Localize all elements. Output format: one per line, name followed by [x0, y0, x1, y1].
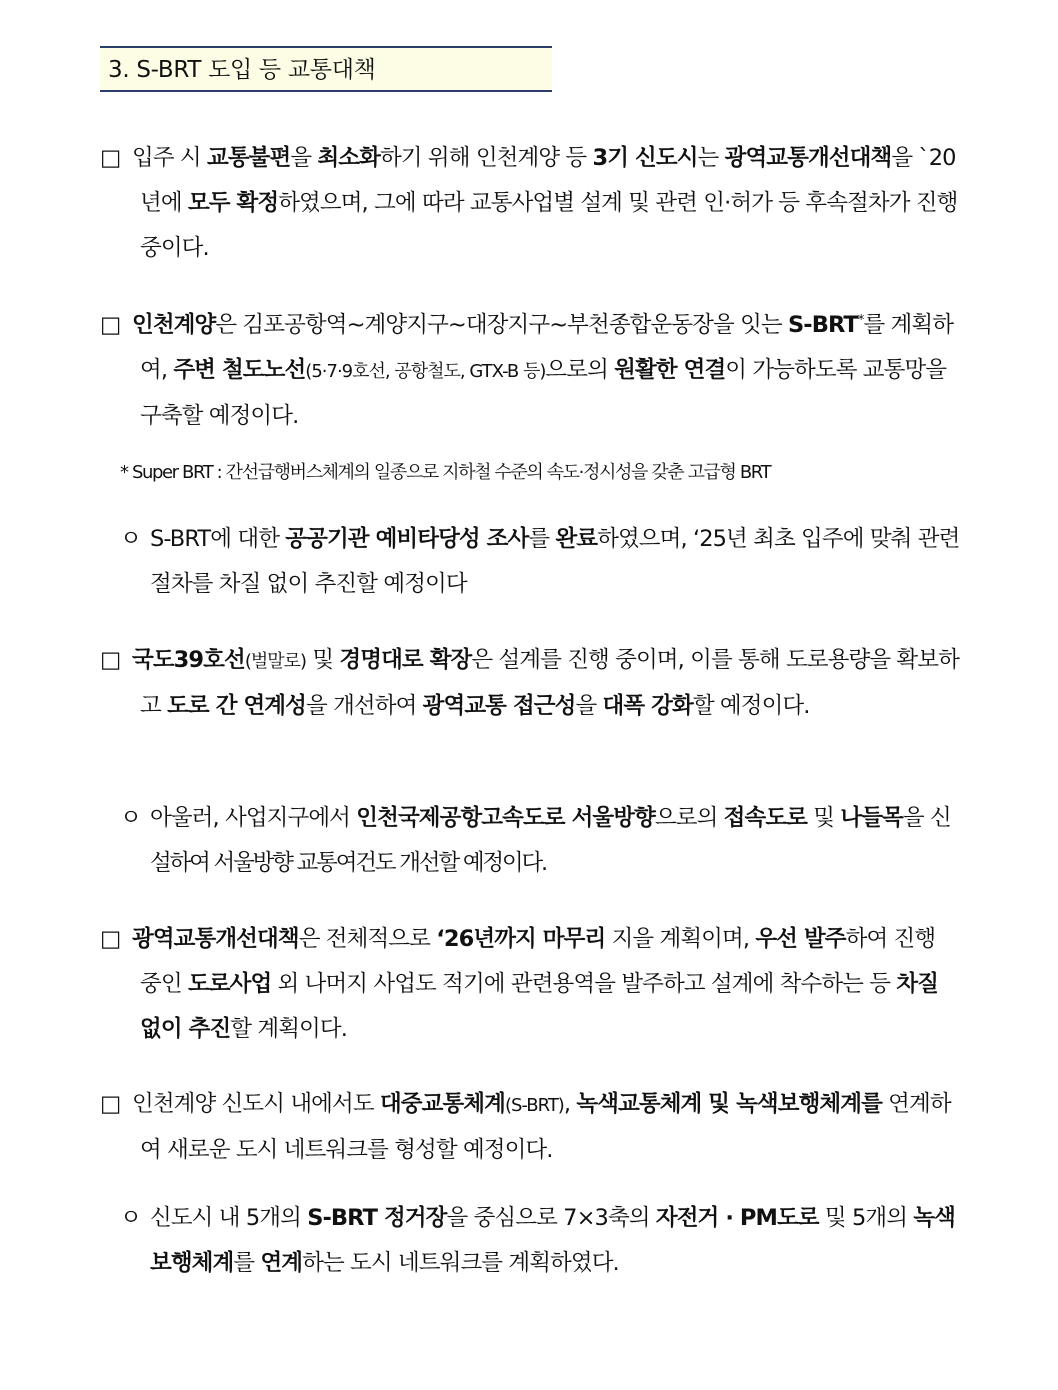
sub-item-sbrt-stations: ㅇ 신도시 내 5개의 S-BRT 정거장을 중심으로 7×3축의 자전거 · PM도로 및 5개의 녹색보행체계를 연계하는 도시 네트워크를 계획하였다.: [108, 1196, 962, 1286]
sub-item-airport-expressway: ㅇ 아울러, 사업지구에서 인천국제공항고속도로 서울방향으로의 접속도로 및 나들목을 신설하여 서울방향 교통여건도 개선할 예정이다.: [108, 796, 962, 886]
checkbox-bullet: □: [100, 145, 121, 171]
checkbox-bullet: □: [100, 1091, 121, 1117]
paragraph-road-expansion: □ 국도39호선(벌말로) 및 경명대로 확장은 설계를 진행 중이며, 이를 통해 도로용량을 확보하고 도로 간 연계성을 개선하여 광역교통 접근성을 대폭 강화할 예정이다.: [100, 638, 962, 729]
checkbox-bullet: □: [100, 312, 121, 338]
sub-item-sbrt-feasibility: ㅇ S-BRT에 대한 공공기관 예비타당성 조사를 완료하였으며, ‘25년 최초 입주에 맞춰 관련 절차를 차질 없이 추진할 예정이다: [108, 517, 962, 607]
footnote-super-brt: * Super BRT : 간선급행버스체계의 일종으로 지하철 수준의 속도·정시성을 갖춘 고급형 BRT: [120, 462, 771, 483]
checkbox-bullet: □: [100, 647, 121, 673]
checkbox-bullet: □: [100, 926, 121, 952]
paragraph-green-network: □ 인천계양 신도시 내에서도 대중교통체계(S-BRT), 녹색교통체계 및 녹색보행체계를 연계하여 새로운 도시 네트워크를 형성할 예정이다.: [100, 1082, 962, 1173]
paragraph-improvement-schedule: □ 광역교통개선대책은 전체적으로 ‘26년까지 마무리 지을 계획이며, 우선 발주하여 진행 중인 도로사업 외 나머지 사업도 적기에 관련용역을 발주하고 설계에 착수하는 등 차질 없이 추진할 계획이다.: [100, 917, 962, 1052]
circle-bullet: ㅇ: [120, 526, 141, 552]
circle-bullet: ㅇ: [120, 805, 141, 831]
paragraph-incheon-gyeyang-sbrt: □ 인천계양은 김포공항역~계양지구~대장지구~부천종합운동장을 잇는 S-BRT*를 계획하여, 주변 철도노선(5·7·9호선, 공항철도, GTX-B 등)으로의 원활한 연결이 가능하도록 교통망을 구축할 예정이다.: [100, 303, 962, 439]
section-title: 3. S-BRT 도입 등 교통대책: [100, 46, 552, 92]
circle-bullet: ㅇ: [120, 1205, 141, 1231]
paragraph-commute-measures: □ 입주 시 교통불편을 최소화하기 위해 인천계양 등 3기 신도시는 광역교통개선대책을 `20년에 모두 확정하였으며, 그에 따라 교통사업별 설계 및 관련 인·허가 등 후속절차가 진행 중이다.: [100, 136, 962, 271]
